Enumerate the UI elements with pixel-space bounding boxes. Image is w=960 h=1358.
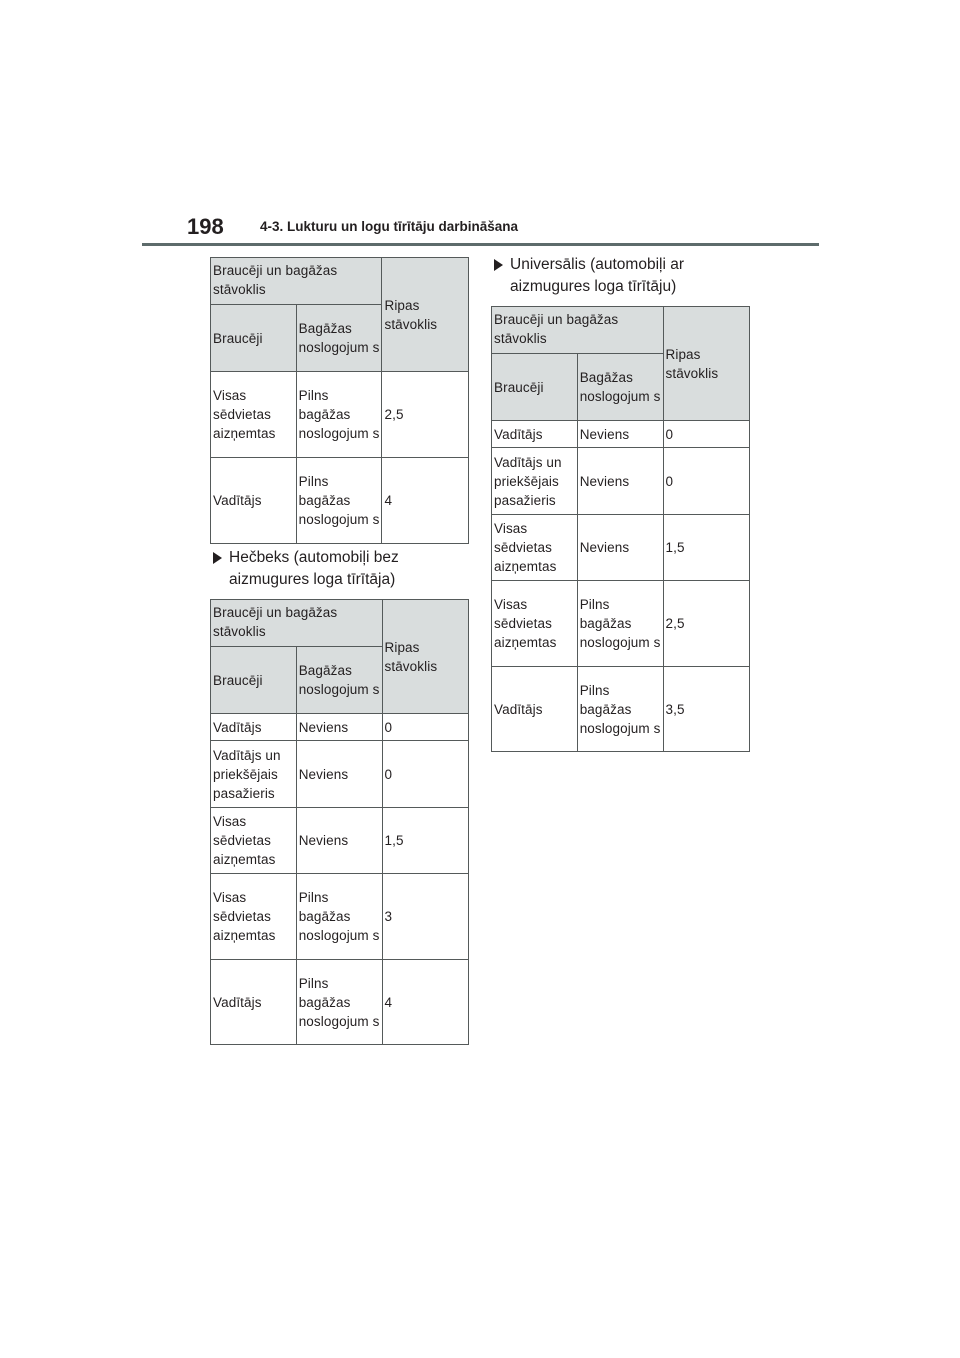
load-cell: Pilns bagāžas noslogojum s [296,458,382,544]
load-header: Bagāžas noslogojum s [577,354,663,421]
universal-note [494,254,734,298]
table-row [492,421,750,448]
dial-value-cell: 1,5 [382,808,469,874]
group-header: Braucēji un bagāžas stāvoklis [492,307,664,354]
table-row [211,874,469,960]
load-cell: Neviens [577,448,663,515]
dial-value-cell: 3,5 [663,667,750,752]
section-title: 4-3. Lukturu un logu tīrītāju darbināšana [260,219,519,234]
hatchback-note-text: Hečbeks (automobiļi bez aizmugures loga tīrītāja) [229,549,399,588]
table-row [492,667,750,752]
dial-value-cell: 0 [382,741,469,808]
passengers-cell: Vadītājs [492,421,578,448]
dial-value-cell: 0 [663,421,750,448]
table-row [492,448,750,515]
passengers-cell: Vadītājs [211,458,297,544]
load-header: Bagāžas noslogojum s [296,305,382,372]
universal-note-text: Universālis (automobiļi ar aizmugures loga tīrītāju) [510,256,685,295]
table-row [492,515,750,581]
load-cell: Pilns bagāžas noslogojum s [296,372,382,458]
passengers-cell: Visas sēdvietas aizņemtas [211,808,297,874]
load-cell: Pilns bagāžas noslogojum s [296,960,382,1045]
load-cell: Pilns bagāžas noslogojum s [577,667,663,752]
passengers-cell: Visas sēdvietas aizņemtas [492,581,578,667]
page-number: 198 [187,214,224,239]
dial-value-cell: 1,5 [663,515,750,581]
hatchback-note [213,547,453,591]
load-cell: Neviens [296,714,382,741]
header-rule [142,243,819,246]
dial-value-cell: 2,5 [382,372,469,458]
triangle-bullet-icon [213,552,222,564]
load-cell: Pilns bagāžas noslogojum s [296,874,382,960]
dial-value-cell: 2,5 [663,581,750,667]
headlight-level-table-top [210,257,469,544]
table-row [211,960,469,1045]
passengers-cell: Vadītājs un priekšējais pasažieris [492,448,578,515]
table-row [211,714,469,741]
passengers-cell: Vadītājs [211,714,297,741]
dial-position-header: Ripas stāvoklis [663,307,750,421]
dial-value-cell: 0 [382,714,469,741]
dial-value-cell: 4 [382,960,469,1045]
dial-value-cell: 4 [382,458,469,544]
load-cell: Pilns bagāžas noslogojum s [577,581,663,667]
table-row [211,808,469,874]
dial-position-header: Ripas stāvoklis [382,258,469,372]
headlight-level-table-universal [491,306,750,752]
passengers-cell: Visas sēdvietas aizņemtas [492,515,578,581]
load-cell: Neviens [577,515,663,581]
load-cell: Neviens [296,741,382,808]
table-row [211,741,469,808]
table-row [211,372,469,458]
table-row [211,458,469,544]
passengers-cell: Vadītājs [211,960,297,1045]
dial-position-header: Ripas stāvoklis [382,600,469,714]
passengers-cell: Visas sēdvietas aizņemtas [211,372,297,458]
dial-value-cell: 0 [663,448,750,515]
passengers-header: Braucēji [211,647,297,714]
triangle-bullet-icon [494,259,503,271]
group-header: Braucēji un bagāžas stāvoklis [211,258,382,305]
passengers-cell: Visas sēdvietas aizņemtas [211,874,297,960]
table-row [492,581,750,667]
passengers-cell: Vadītājs [492,667,578,752]
passengers-header: Braucēji [211,305,297,372]
group-header: Braucēji un bagāžas stāvoklis [211,600,383,647]
dial-value-cell: 3 [382,874,469,960]
passengers-header: Braucēji [492,354,578,421]
load-cell: Neviens [296,808,382,874]
load-header: Bagāžas noslogojum s [296,647,382,714]
headlight-level-table-hatchback [210,599,469,1045]
load-cell: Neviens [577,421,663,448]
passengers-cell: Vadītājs un priekšējais pasažieris [211,741,297,808]
